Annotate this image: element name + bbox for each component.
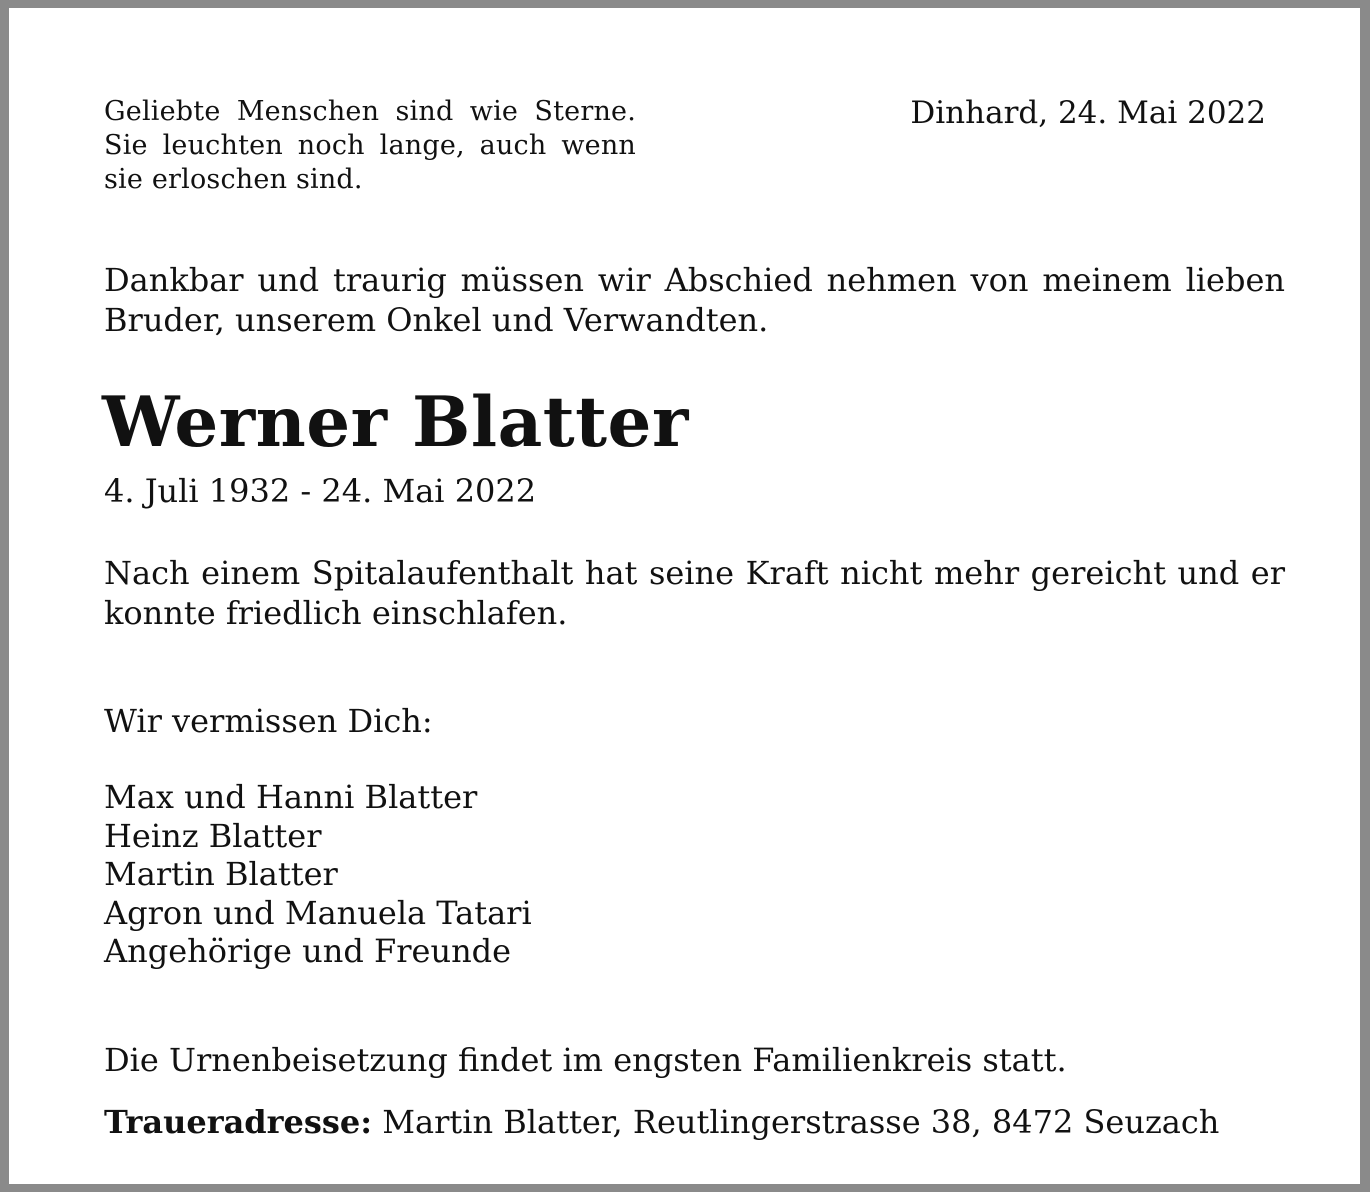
statement-text: Nach einem Spitalaufenthalt hat seine Kraft nicht mehr gereicht und er konnte friedlich einschlafen. <box>104 554 1285 632</box>
burial-note: Die Urnenbeisetzung findet im engsten Familienkreis statt. <box>104 1041 1067 1079</box>
life-dates: 4. Juli 1932 - 24. Mai 2022 <box>104 472 537 510</box>
mourner-item: Martin Blatter <box>104 855 338 893</box>
intro-text: Dankbar und traurig müssen wir Abschied nehmen von meinem lieben Bruder, unserem Onkel und Verwandten. <box>104 261 1285 339</box>
motto-quote: Geliebte Menschen sind wie Sterne. Sie leuchten noch lange, auch wenn sie erloschen sind. <box>104 96 636 195</box>
mourning-address <box>104 1101 1219 1143</box>
mourner-item: Max und Hanni Blatter <box>104 778 478 816</box>
deceased-name: Werner Blatter <box>102 382 689 463</box>
mourner-item: Agron und Manuela Tatari <box>104 893 532 932</box>
miss-line: Wir vermissen Dich: <box>104 702 433 740</box>
mourner-item: Heinz Blatter <box>104 816 322 855</box>
mourning-address-value: Martin Blatter, Reutlingerstrasse 38, 8472 Seuzach <box>382 1103 1220 1141</box>
place-date: Dinhard, 24. Mai 2022 <box>910 95 1266 131</box>
mourner-item: Angehörige und Freunde <box>104 932 512 970</box>
mourners-list <box>104 778 532 971</box>
mourning-address-label: Traueradresse: <box>104 1103 373 1141</box>
